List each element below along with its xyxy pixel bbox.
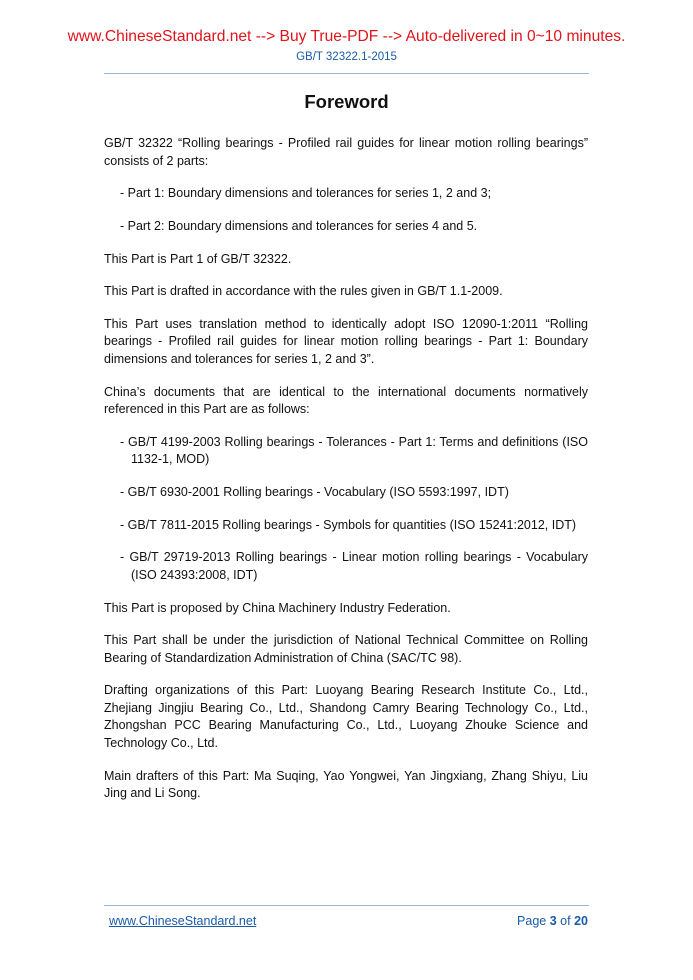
standard-code: GB/T 32322.1-2015: [296, 51, 397, 63]
page-number: [517, 913, 588, 930]
paragraph-drafters: Main drafters of this Part: Ma Suqing, Yao Yongwei, Yan Jingxiang, Zhang Shiyu, Liu Jing and Li Song.: [104, 768, 588, 801]
page-total: 20: [574, 914, 588, 928]
header-banner: www.ChineseStandard.net --> Buy True-PDF --> Auto-delivered in 0~10 minutes.: [67, 28, 626, 45]
list-item-ref-3: - GB/T 7811-2015 Rolling bearings - Symbols for quantities (ISO 15241:2012, IDT): [120, 517, 577, 532]
list-item-ref-2: - GB/T 6930-2001 Rolling bearings - Vocabulary (ISO 5593:1997, IDT): [120, 485, 509, 499]
page-current: 3: [549, 914, 557, 928]
list-item-part-2: - Part 2: Boundary dimensions and tolerances for series 4 and 5.: [120, 218, 478, 233]
paragraph-jurisdiction: This Part shall be under the jurisdiction of National Technical Committee on Rolling Bearing of Standardization Administration of China (SAC/TC 98).: [104, 633, 588, 665]
page-title: Foreword: [304, 91, 389, 112]
footer-website-link[interactable]: www.ChineseStandard.net: [109, 914, 257, 928]
paragraph-references-intro: China’s documents that are identical to the international documents normatively referenced in this Part are as follows:: [104, 384, 588, 417]
header-divider: [104, 73, 589, 74]
list-item-ref-1: - GB/T 4199-2003 Rolling bearings - Tolerances - Part 1: Terms and definitions (ISO 1132-1, MOD): [120, 434, 588, 467]
footer-divider: [104, 905, 589, 906]
paragraph-part-of: This Part is Part 1 of GB/T 32322.: [104, 251, 292, 266]
paragraph-drafting-rules: This Part is drafted in accordance with the rules given in GB/T 1.1-2009.: [104, 284, 503, 299]
paragraph-proposed-by: This Part is proposed by China Machinery Industry Federation.: [104, 600, 451, 615]
list-item-ref-4: - GB/T 29719-2013 Rolling bearings - Linear motion rolling bearings - Vocabulary (ISO 24393:2008, IDT): [120, 550, 588, 582]
page-separator: of: [560, 914, 571, 928]
paragraph-intro: GB/T 32322 “Rolling bearings - Profiled rail guides for linear motion rolling bearings” consists of 2 parts:: [104, 136, 588, 168]
paragraph-drafting-orgs: Drafting organizations of this Part: Luoyang Bearing Research Institute Co., Ltd., Zhejiang Jingjiu Bearing Co., Ltd., Shandong Camry Bearing Technology Co., Ltd., Zhongshan PCC Bearing Manufacturing Co., Ltd., Luoyang Zhouke Science and Technology Co., Ltd.: [104, 683, 588, 750]
page-prefix: Page: [517, 914, 547, 928]
list-item-part-1: - Part 1: Boundary dimensions and tolerances for series 1, 2 and 3;: [120, 186, 492, 201]
document-body: [104, 135, 588, 818]
paragraph-adoption: This Part uses translation method to identically adopt ISO 12090-1:2011 “Rolling bearings - Profiled rail guides for linear motion rolling bearings - Part 1: Boundary dimensions and tolerances for series 1, 2 and 3”.: [104, 316, 588, 366]
